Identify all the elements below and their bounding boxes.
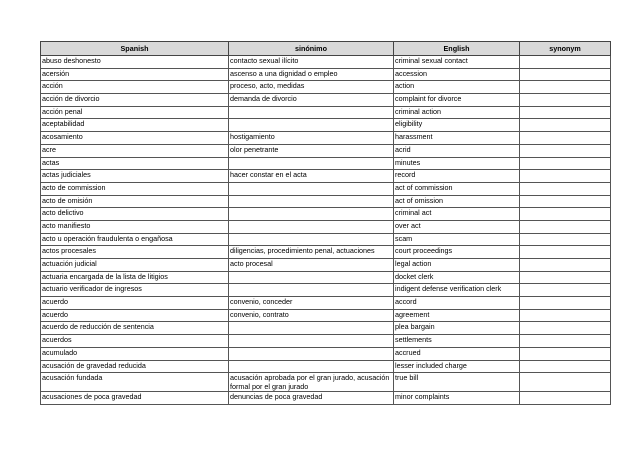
cell-english: over act	[394, 220, 520, 233]
cell-english: harassment	[394, 132, 520, 145]
cell-spanish: actuario verificador de ingresos	[41, 284, 229, 297]
cell-sinonimo: denuncias de poca gravedad	[229, 392, 394, 405]
cell-synonym	[520, 119, 611, 132]
cell-spanish: acción de divorcio	[41, 94, 229, 107]
cell-sinonimo: diligencias, procedimiento penal, actuaciones	[229, 246, 394, 259]
cell-spanish: actos procesales	[41, 246, 229, 259]
table-row	[41, 259, 611, 272]
cell-sinonimo: convenio, contrato	[229, 309, 394, 322]
table-row	[41, 94, 611, 107]
cell-sinonimo: contacto sexual ilícito	[229, 56, 394, 69]
cell-english: act of commission	[394, 182, 520, 195]
table-row	[41, 309, 611, 322]
cell-synonym	[520, 360, 611, 373]
table-row	[41, 347, 611, 360]
cell-sinonimo	[229, 208, 394, 221]
cell-synonym	[520, 195, 611, 208]
cell-spanish: actuaria encargada de la lista de litigios	[41, 271, 229, 284]
cell-synonym	[520, 259, 611, 272]
cell-synonym	[520, 170, 611, 183]
cell-spanish: acosamiento	[41, 132, 229, 145]
cell-spanish: acusación de gravedad reducida	[41, 360, 229, 373]
cell-spanish: abuso deshonesto	[41, 56, 229, 69]
cell-synonym	[520, 81, 611, 94]
cell-sinonimo: ascenso a una dignidad o empleo	[229, 68, 394, 81]
cell-english: minutes	[394, 157, 520, 170]
cell-english: action	[394, 81, 520, 94]
cell-sinonimo	[229, 360, 394, 373]
cell-english: criminal action	[394, 106, 520, 119]
cell-english: settlements	[394, 335, 520, 348]
table-row	[41, 119, 611, 132]
cell-synonym	[520, 347, 611, 360]
table-row	[41, 144, 611, 157]
cell-synonym	[520, 246, 611, 259]
cell-english: scam	[394, 233, 520, 246]
header-english: English	[394, 42, 520, 56]
table-row	[41, 297, 611, 310]
cell-sinonimo	[229, 233, 394, 246]
cell-english: eligibility	[394, 119, 520, 132]
cell-english: docket clerk	[394, 271, 520, 284]
cell-english: indigent defense verification clerk	[394, 284, 520, 297]
cell-sinonimo	[229, 271, 394, 284]
cell-synonym	[520, 68, 611, 81]
cell-synonym	[520, 56, 611, 69]
table-header-row	[41, 42, 611, 56]
table-row	[41, 195, 611, 208]
cell-synonym	[520, 309, 611, 322]
cell-spanish: acto de omisión	[41, 195, 229, 208]
table-row	[41, 233, 611, 246]
cell-spanish: acre	[41, 144, 229, 157]
cell-synonym	[520, 284, 611, 297]
cell-sinonimo: olor penetrante	[229, 144, 394, 157]
cell-spanish: acto delictivo	[41, 208, 229, 221]
cell-english: court proceedings	[394, 246, 520, 259]
table-row	[41, 208, 611, 221]
table-row	[41, 170, 611, 183]
table-row	[41, 182, 611, 195]
cell-sinonimo: acto procesal	[229, 259, 394, 272]
table-row	[41, 81, 611, 94]
header-synonym: synonym	[520, 42, 611, 56]
cell-sinonimo: hacer constar en el acta	[229, 170, 394, 183]
cell-spanish: actuación judicial	[41, 259, 229, 272]
cell-spanish: acumulado	[41, 347, 229, 360]
table-row	[41, 373, 611, 392]
cell-english: acrid	[394, 144, 520, 157]
cell-english: act of omission	[394, 195, 520, 208]
table-row	[41, 68, 611, 81]
cell-spanish: actas	[41, 157, 229, 170]
table-row	[41, 335, 611, 348]
cell-sinonimo	[229, 195, 394, 208]
cell-synonym	[520, 297, 611, 310]
table-row	[41, 392, 611, 405]
cell-english: record	[394, 170, 520, 183]
table-row	[41, 157, 611, 170]
table-row	[41, 322, 611, 335]
cell-sinonimo	[229, 220, 394, 233]
header-sinonimo: sinónimo	[229, 42, 394, 56]
cell-sinonimo: convenio, conceder	[229, 297, 394, 310]
glossary-table	[40, 41, 611, 405]
cell-sinonimo: acusación aprobada por el gran jurado, acusación formal por el gran jurado	[229, 373, 394, 392]
cell-sinonimo: hostigamiento	[229, 132, 394, 145]
cell-english: agreement	[394, 309, 520, 322]
header-spanish: Spanish	[41, 42, 229, 56]
cell-synonym	[520, 220, 611, 233]
cell-english: criminal act	[394, 208, 520, 221]
cell-synonym	[520, 157, 611, 170]
cell-english: true bill	[394, 373, 520, 392]
cell-spanish: acto de commission	[41, 182, 229, 195]
cell-spanish: acuerdos	[41, 335, 229, 348]
cell-synonym	[520, 373, 611, 392]
cell-synonym	[520, 94, 611, 107]
cell-spanish: acto manifiesto	[41, 220, 229, 233]
cell-english: accord	[394, 297, 520, 310]
cell-spanish: actas judiciales	[41, 170, 229, 183]
cell-spanish: acuerdo	[41, 309, 229, 322]
cell-spanish: acersión	[41, 68, 229, 81]
cell-sinonimo	[229, 335, 394, 348]
cell-english: lesser included charge	[394, 360, 520, 373]
cell-english: criminal sexual contact	[394, 56, 520, 69]
cell-english: minor complaints	[394, 392, 520, 405]
cell-synonym	[520, 271, 611, 284]
table-row	[41, 106, 611, 119]
cell-sinonimo	[229, 322, 394, 335]
cell-spanish: acto u operación fraudulenta o engañosa	[41, 233, 229, 246]
table-row	[41, 56, 611, 69]
table-body	[41, 56, 611, 405]
cell-sinonimo: proceso, acto, medidas	[229, 81, 394, 94]
cell-synonym	[520, 182, 611, 195]
cell-sinonimo: demanda de divorcio	[229, 94, 394, 107]
cell-spanish: acción	[41, 81, 229, 94]
cell-sinonimo	[229, 119, 394, 132]
cell-synonym	[520, 335, 611, 348]
cell-synonym	[520, 392, 611, 405]
cell-spanish: acuerdo de reducción de sentencia	[41, 322, 229, 335]
cell-synonym	[520, 233, 611, 246]
cell-synonym	[520, 322, 611, 335]
cell-sinonimo	[229, 157, 394, 170]
cell-spanish: aceptabilidad	[41, 119, 229, 132]
cell-english: accrued	[394, 347, 520, 360]
cell-spanish: acción penal	[41, 106, 229, 119]
cell-synonym	[520, 132, 611, 145]
table-row	[41, 271, 611, 284]
cell-sinonimo	[229, 347, 394, 360]
table-row	[41, 246, 611, 259]
cell-english: complaint for divorce	[394, 94, 520, 107]
cell-english: accession	[394, 68, 520, 81]
cell-synonym	[520, 144, 611, 157]
table-row	[41, 284, 611, 297]
cell-spanish: acuerdo	[41, 297, 229, 310]
cell-english: legal action	[394, 259, 520, 272]
table-row	[41, 132, 611, 145]
cell-sinonimo	[229, 182, 394, 195]
cell-english: plea bargain	[394, 322, 520, 335]
cell-spanish: acusación fundada	[41, 373, 229, 392]
cell-sinonimo	[229, 284, 394, 297]
cell-synonym	[520, 208, 611, 221]
cell-sinonimo	[229, 106, 394, 119]
cell-synonym	[520, 106, 611, 119]
table-row	[41, 360, 611, 373]
table-row	[41, 220, 611, 233]
cell-spanish: acusaciones de poca gravedad	[41, 392, 229, 405]
